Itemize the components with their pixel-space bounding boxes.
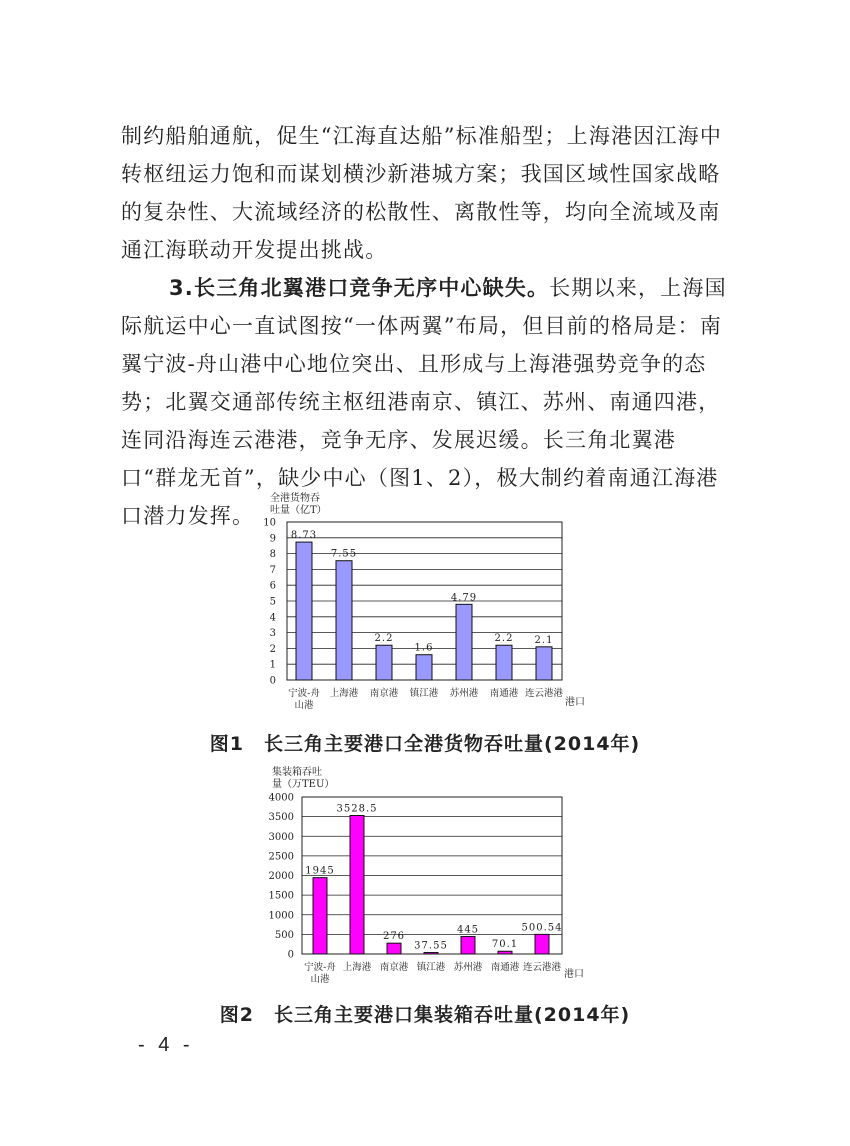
x-tick-label: 镇江港 bbox=[409, 688, 439, 699]
y-tick-label: 2000 bbox=[268, 871, 294, 882]
x-tick-label: 连云港港 bbox=[524, 688, 564, 699]
figure-2-caption: 图2 长三角主要港口集装箱吞吐量(2014年) bbox=[219, 1004, 631, 1026]
x-tick-label: 镇江港 bbox=[416, 962, 446, 973]
chart-container-throughput bbox=[0, 764, 850, 994]
x-tick-label: 南通港 bbox=[489, 688, 519, 699]
y-tick-label: 6 bbox=[269, 580, 276, 592]
data-label: 3528.5 bbox=[336, 803, 378, 815]
bar bbox=[376, 645, 392, 680]
data-label: 276 bbox=[382, 931, 406, 943]
figure-1-caption: 图1 长三角主要港口全港货物吞吐量(2014年) bbox=[209, 733, 641, 755]
y-tick-label: 0 bbox=[287, 949, 294, 961]
data-label: 8.73 bbox=[290, 530, 318, 542]
x-tick-label: 宁波-舟 bbox=[288, 688, 320, 699]
data-label: 2.1 bbox=[534, 634, 554, 646]
y-tick-label: 10 bbox=[263, 517, 276, 529]
y-tick-label: 8 bbox=[269, 549, 276, 561]
paragraph-1: 制约船舶通航，促生“江海直达船”标准船型；上海港因江海中转枢纽运力饱和而谋划横沙新港城方案；我国区域性国家战略的复杂性、大流域经济的松散性、离散性等，均向全流域及南通江海联动开发提出挑战。 bbox=[121, 124, 723, 262]
y-axis-label: 全港货物吞 bbox=[270, 493, 320, 504]
bar bbox=[424, 953, 438, 954]
bar bbox=[416, 655, 432, 680]
y-tick-label: 3 bbox=[269, 628, 276, 640]
data-label: 70.1 bbox=[491, 939, 519, 951]
chart-cargo-throughput bbox=[0, 488, 850, 718]
body-text bbox=[121, 117, 731, 535]
data-label: 2.2 bbox=[374, 633, 394, 645]
x-tick-label: 连云港港 bbox=[522, 962, 562, 973]
y-tick-label: 2 bbox=[269, 643, 276, 655]
x-tick-label: 宁波-舟 bbox=[304, 962, 336, 973]
x-tick-label: 南京港 bbox=[379, 962, 409, 973]
page-number: - 4 - bbox=[138, 1034, 194, 1056]
bar bbox=[456, 604, 472, 680]
data-label: 2.2 bbox=[494, 633, 514, 645]
y-tick-label: 1500 bbox=[268, 890, 294, 902]
y-tick-label: 4000 bbox=[268, 792, 294, 804]
y-tick-label: 9 bbox=[269, 533, 276, 545]
bar bbox=[535, 934, 549, 954]
bar bbox=[496, 645, 512, 680]
y-tick-label: 5 bbox=[269, 596, 276, 608]
data-label: 1.6 bbox=[414, 642, 434, 654]
x-tick-label: 苏州港 bbox=[453, 962, 483, 973]
bar bbox=[387, 943, 401, 954]
x-tick-label: 南通港 bbox=[490, 962, 520, 973]
y-axis-label: 集装箱吞吐 bbox=[272, 767, 322, 778]
y-tick-label: 3500 bbox=[268, 812, 294, 824]
y-tick-label: 4 bbox=[269, 612, 276, 624]
y-tick-label: 3000 bbox=[268, 831, 294, 843]
bar bbox=[498, 951, 512, 954]
x-tick-label: 上海港 bbox=[342, 962, 372, 973]
bar bbox=[461, 937, 475, 954]
x-axis-label: 港口 bbox=[564, 969, 584, 980]
y-tick-label: 500 bbox=[274, 929, 294, 941]
y-tick-label: 0 bbox=[269, 675, 276, 687]
x-axis-label: 港口 bbox=[565, 697, 585, 708]
data-label: 500.54 bbox=[521, 922, 563, 934]
data-label: 37.55 bbox=[414, 940, 448, 952]
y-tick-label: 1000 bbox=[268, 910, 294, 922]
x-tick-label: 南京港 bbox=[369, 688, 399, 699]
x-tick-label: 山港 bbox=[294, 700, 314, 711]
y-tick-label: 2500 bbox=[268, 851, 294, 863]
y-tick-label: 1 bbox=[269, 659, 276, 671]
y-tick-label: 7 bbox=[269, 564, 276, 576]
y-axis-label: 吐量（亿T） bbox=[270, 505, 327, 516]
x-tick-label: 山港 bbox=[310, 974, 330, 985]
data-label: 4.79 bbox=[450, 592, 478, 604]
data-label: 7.55 bbox=[330, 548, 358, 560]
x-tick-label: 上海港 bbox=[329, 688, 359, 699]
bar bbox=[296, 542, 312, 680]
data-label: 445 bbox=[456, 924, 480, 936]
y-axis-label: 量（万TEU） bbox=[272, 779, 335, 790]
paragraph-2-heading: 3.长三角北翼港口竞争无序中心缺失。 bbox=[169, 276, 550, 300]
bar bbox=[336, 561, 352, 680]
data-label: 1945 bbox=[305, 865, 335, 877]
bar bbox=[536, 647, 552, 680]
x-tick-label: 苏州港 bbox=[449, 688, 479, 699]
paragraph-2-text: 长期以来，上海国际航运中心一直试图按“一体两翼”布局，但目前的格局是：南翼宁波-舟山港中心地位突出、且形成与上海港强势竞争的态势；北翼交通部传统主枢纽港南京、镇江、苏州、南通四港，连同沿海连云港港，竞争无序、发展迟缓。长三角北翼港口“群龙无首”，缺少中心（图1、2），极大制约着南通江海港口潜力发挥。 bbox=[121, 276, 727, 528]
bar bbox=[313, 878, 327, 954]
bar bbox=[350, 816, 364, 954]
